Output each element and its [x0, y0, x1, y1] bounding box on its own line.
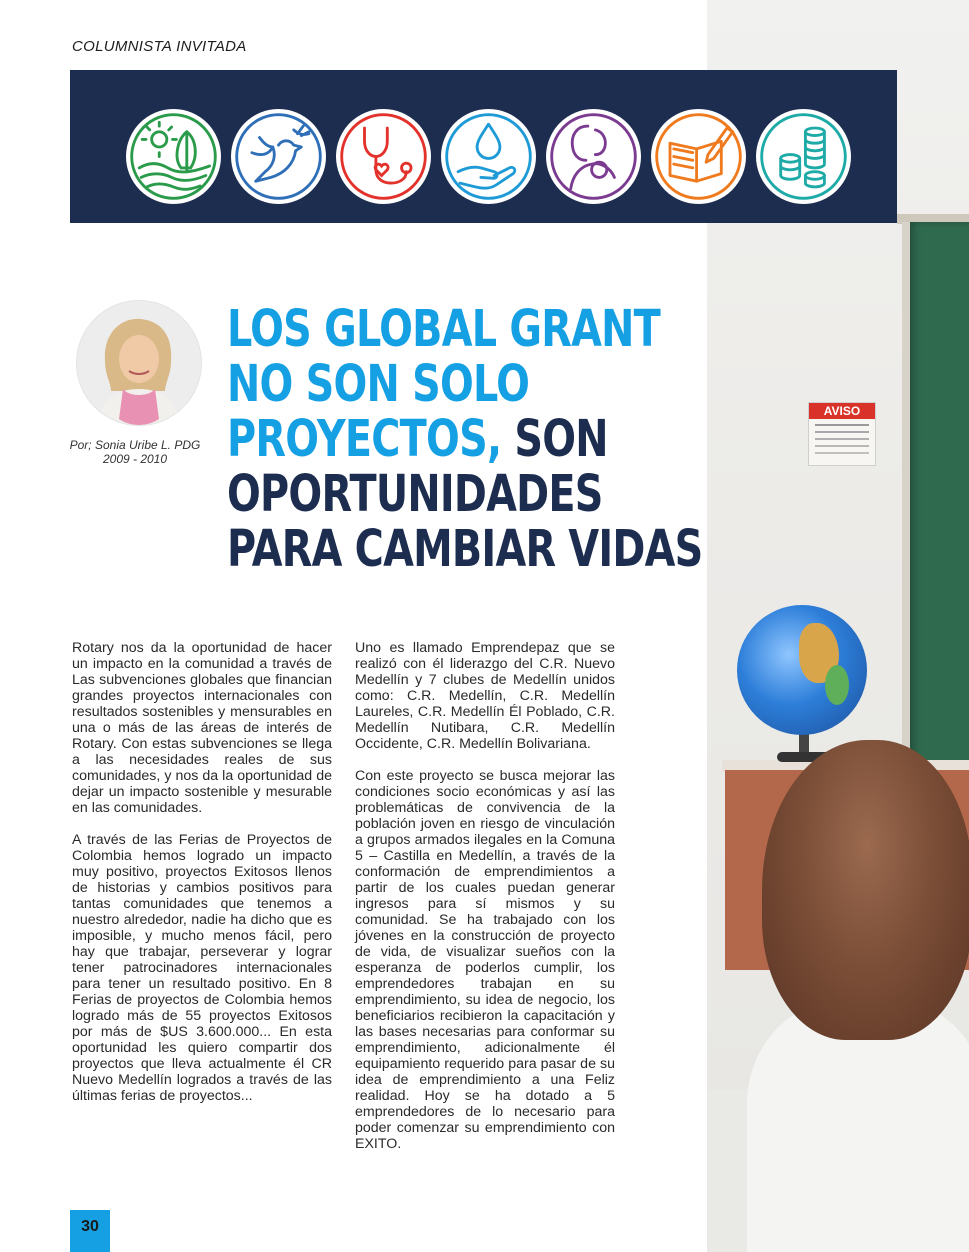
- headline-line-4: OPORTUNIDADES: [227, 465, 603, 524]
- author-byline: [40, 438, 230, 466]
- mother-child-icon: [546, 109, 641, 204]
- paragraph: Uno es llamado Emprendepaz que se realizó con él liderazgo del C.R. Nuevo Medellín y 7 clubes de Medellín unidos como: C.R. Medellín, C.R. Medellín Laureles, C.R. Medellín Él Poblado, C.R. Medellín Nutibara, C.R. Medellín Occidente, C.R. Medellín Bolivariana.: [355, 640, 615, 752]
- section-label: COLUMNISTA INVITADA: [72, 38, 247, 55]
- headline-line-2: NO SON SOLO: [227, 355, 530, 414]
- education-book-icon: [651, 109, 746, 204]
- paragraph: A través de las Ferias de Proyectos de Colombia hemos logrado un impacto muy positivo, proyectos Exitosos llenos de historias y cambios positivos para tantas comunidades que tenemos a nuestro alrededor, nadie ha dicho que es imposible, y mucho menos fácil, pero hay que trabajar, perseverar y lograr tener patrocinadores internacionales para tener un resultado positivo. En 8 Ferias de proyectos de Colombia hemos logrado más de 55 proyectos Exitosos por más de $US 3.600.000... En esta oportunidad les quiero compartir dos proyectos que lleva actualmente él CR Nuevo Medellín logrados a través de las últimas ferias de proyectos...: [72, 832, 332, 1104]
- water-hand-icon: [441, 109, 536, 204]
- headline-line-3-navy: SON: [501, 410, 608, 469]
- body-column-1: [72, 640, 332, 1120]
- headline-line-5: PARA CAMBIAR VIDAS: [227, 520, 703, 579]
- globe: [737, 605, 867, 735]
- body-column-2: [355, 640, 615, 1168]
- aviso-sign-title: AVISO: [809, 403, 875, 419]
- article-headline: [227, 300, 703, 579]
- economic-coins-icon: [756, 109, 851, 204]
- author-term: 2009 - 2010: [102, 452, 168, 466]
- paragraph: Con este proyecto se busca mejorar las condiciones socio económicas y así las problemáticas de convivencia de la población joven en riesgo de vinculación a grupos armados ilegales en la Comuna 5 – Castilla en Medellín, a través de la conformación de emprendimientos a partir de los cuales puedan generar ingresos para sí mismos y su comunidad. Se ha trabajado con los jóvenes en la construcción de proyecto de vida, de visualizar sueños con la esperanza de poderlos cumplir, los emprendedores trabajan en su emprendimiento, su idea de negocio, los beneficiarios recibieron la capacitación y las bases necesarias para conformar su emprendimiento, adicionalmente él equipamiento requerido para pasar de su idea de emprendimiento a una Feliz realidad. Hoy se ha dotado a 5 emprendedores de lo necesario para poder comenzar su emprendimiento con EXITO.: [355, 768, 615, 1152]
- headline-line-3-blue: PROYECTOS,: [227, 410, 502, 469]
- peace-dove-icon: [231, 109, 326, 204]
- headline-line-1: LOS GLOBAL GRANT: [227, 300, 660, 359]
- student-head: [762, 740, 969, 1040]
- author-avatar: [76, 300, 202, 426]
- environment-icon: [126, 109, 221, 204]
- author-name: Por; Sonia Uribe L. PDG: [69, 438, 201, 452]
- health-stethoscope-icon: [336, 109, 431, 204]
- page-number: 30: [70, 1210, 110, 1252]
- areas-of-focus-icons: [126, 109, 851, 204]
- paragraph: Rotary nos da la oportunidad de hacer un impacto en la comunidad a través de Las subvenciones globales que financian grandes proyectos internacionales con resultados sostenibles y mensurables en una o más de las áreas de interés de Rotary. Con estas subvenciones se llega a las necesidades reales de sus comunidades, y nos da la oportunidad de dejar un impacto sostenible y mesurable en las comunidades.: [72, 640, 332, 816]
- aviso-sign: [808, 402, 876, 466]
- chalkboard: [902, 222, 969, 782]
